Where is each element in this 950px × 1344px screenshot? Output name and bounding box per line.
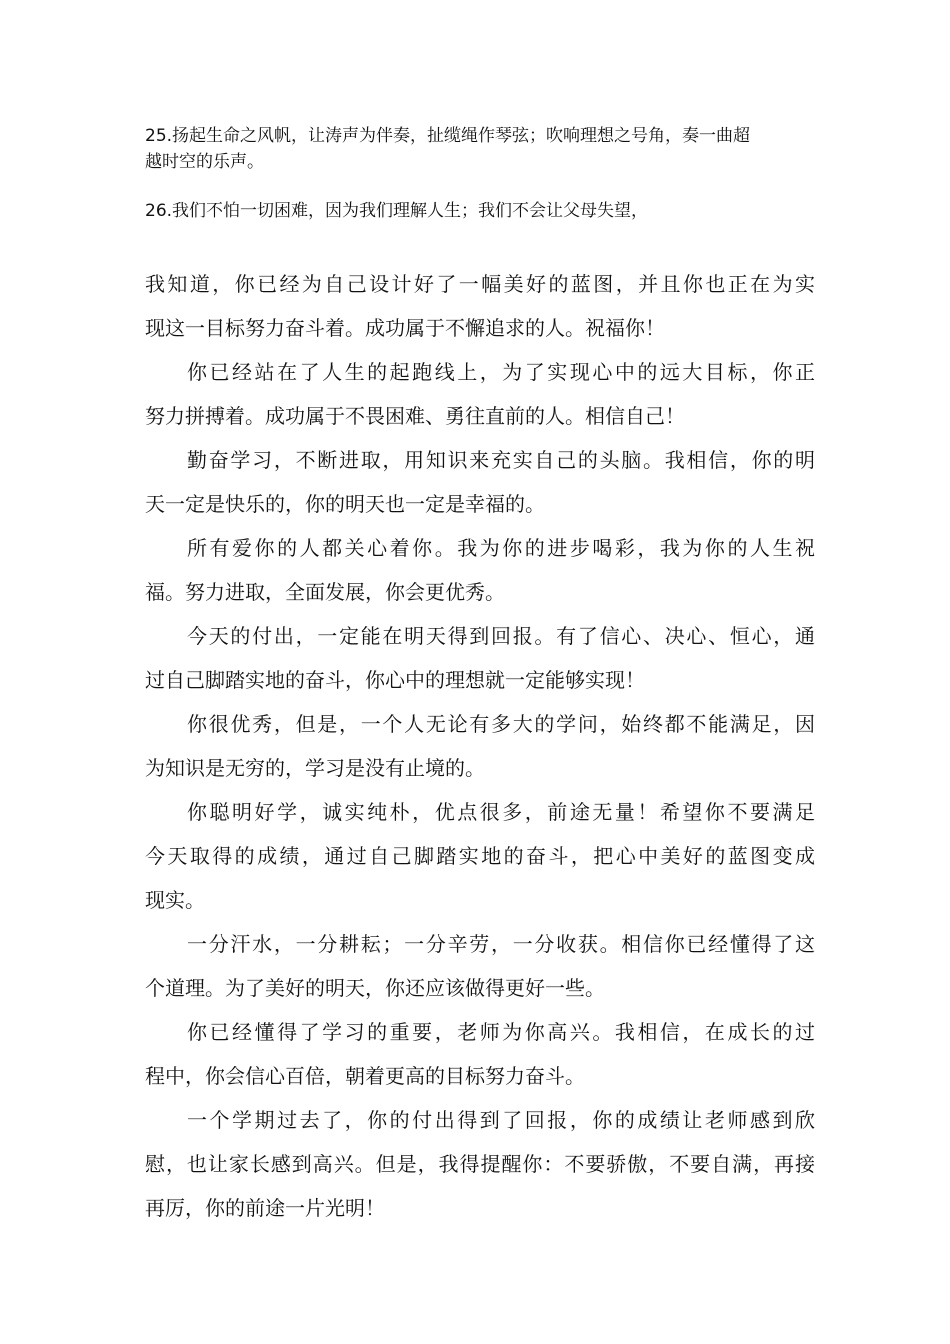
paragraph [145, 262, 815, 350]
paragraph [145, 350, 815, 438]
paragraph [145, 922, 815, 1010]
paragraph-line: 天一定是快乐的，你的明天也一定是幸福的。 [145, 492, 545, 516]
paragraph [145, 526, 815, 614]
paragraph [145, 1010, 815, 1098]
paragraph-line: 你聪明好学，诚实纯朴，优点很多，前途无量！希望你不要满足 [187, 800, 815, 824]
text-line: 越时空的乐声。 [145, 152, 264, 172]
paragraph-line: 现实。 [145, 888, 205, 912]
paragraph-line: 努力拼搏着。成功属于不畏困难、勇往直前的人。相信自己！ [145, 404, 685, 428]
text-line: 26.我们不怕一切困难，因为我们理解人生；我们不会让父母失望， [145, 201, 649, 221]
paragraph-line: 慰，也让家长感到高兴。但是，我得提醒你：不要骄傲，不要自满，再接 [145, 1152, 815, 1176]
paragraph [145, 790, 815, 922]
paragraph-line: 你已经站在了人生的起跑线上，为了实现心中的远大目标，你正 [187, 360, 815, 384]
paragraph-line: 你已经懂得了学习的重要，老师为你高兴。我相信，在成长的过 [187, 1020, 815, 1044]
paragraph-line: 为知识是无穷的，学习是没有止境的。 [145, 756, 485, 780]
paragraph [145, 1098, 815, 1230]
paragraph-line: 程中，你会信心百倍，朝着更高的目标努力奋斗。 [145, 1064, 585, 1088]
paragraph [145, 614, 815, 702]
paragraph-line: 你很优秀，但是，一个人无论有多大的学问，始终都不能满足，因 [187, 712, 815, 736]
paragraph-line: 再厉，你的前途一片光明！ [145, 1196, 385, 1220]
paragraph [145, 702, 815, 790]
paragraph-line: 现这一目标努力奋斗着。成功属于不懈追求的人。祝福你！ [145, 316, 665, 340]
paragraph-line: 今天的付出，一定能在明天得到回报。有了信心、决心、恒心，通 [187, 624, 815, 648]
numbered-item-26 [145, 198, 815, 224]
paragraph-line: 过自己脚踏实地的奋斗，你心中的理想就一定能够实现！ [145, 668, 645, 692]
paragraph-line: 我知道，你已经为自己设计好了一幅美好的蓝图，并且你也正在为实 [145, 272, 815, 296]
numbered-item-25 [145, 123, 815, 175]
text-line: 25.扬起生命之风帆，让涛声为伴奏，扯缆绳作琴弦；吹响理想之号角，奏一曲超 [145, 126, 751, 146]
paragraph-line: 所有爱你的人都关心着你。我为你的进步喝彩，我为你的人生祝 [187, 536, 815, 560]
document-body [145, 262, 815, 1230]
paragraph-line: 一分汗水，一分耕耘；一分辛劳，一分收获。相信你已经懂得了这 [187, 932, 815, 956]
paragraph-line: 福。努力进取，全面发展，你会更优秀。 [145, 580, 505, 604]
paragraph-line: 个道理。为了美好的明天，你还应该做得更好一些。 [145, 976, 605, 1000]
paragraph-line: 勤奋学习，不断进取，用知识来充实自己的头脑。我相信，你的明 [187, 448, 815, 472]
paragraph-line: 今天取得的成绩，通过自己脚踏实地的奋斗，把心中美好的蓝图变成 [145, 844, 815, 868]
paragraph [145, 438, 815, 526]
paragraph-line: 一个学期过去了，你的付出得到了回报，你的成绩让老师感到欣 [187, 1108, 815, 1132]
